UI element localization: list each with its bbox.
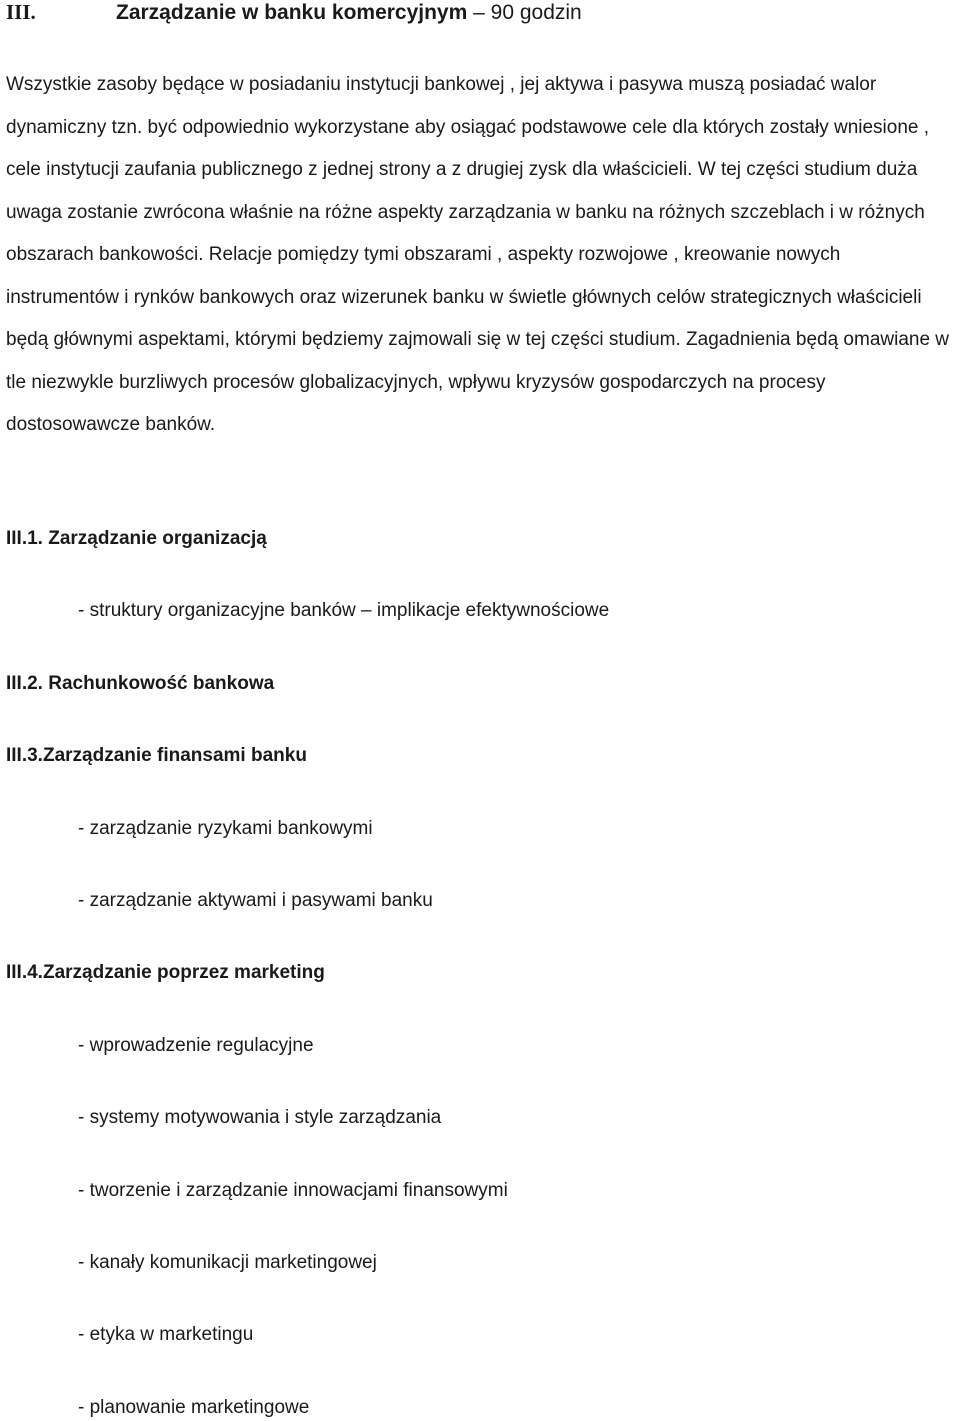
list-item: - etyka w marketingu xyxy=(78,1324,254,1345)
list-item: - systemy motywowania i style zarządzania xyxy=(78,1107,442,1128)
chapter-hours: – 90 godzin xyxy=(473,1,582,24)
chapter-title: Zarządzanie w banku komercyjnym xyxy=(116,1,468,24)
section-title-accounting: III.2. Rachunkowość bankowa xyxy=(6,673,275,694)
list-item: - zarządzanie aktywami i pasywami banku xyxy=(78,890,433,911)
chapter-number: III. xyxy=(6,0,36,24)
list-item: - struktury organizacyjne banków – implikacje efektywnościowe xyxy=(78,600,610,621)
list-item: - kanały komunikacji marketingowej xyxy=(78,1252,377,1273)
chapter-heading xyxy=(6,0,582,27)
intro-paragraph xyxy=(6,64,956,447)
section-title-organization: III.1. Zarządzanie organizacją xyxy=(6,528,267,549)
list-item: - tworzenie i zarządzanie innowacjami finansowymi xyxy=(78,1180,508,1201)
intro-part-2: W tej części studium duża uwaga zostanie zwrócona właśnie na różne aspekty zarządzania w banku na różnych szczeblach i w różnych obszarach bankowości. Relacje pomiędzy tymi obszarami , aspekty rozwojowe , kreowanie nowych instrumentów i rynków bankowych oraz wizerunek banku w świetle głównych celów strategicznych właścicieli będą głównymi aspektami, którymi będziemy zajmowali się w tej części studium. Zagadnienia będą omawiane w tle niezwykle burzliwych procesów globalizacyjnych, wpływu kryzysów gospodarczych na procesy dostosowawcze banków. xyxy=(6,159,950,435)
section-title-marketing: III.4.Zarządzanie poprzez marketing xyxy=(6,962,325,983)
intro-part-1: Wszystkie zasoby będące w posiadaniu instytucji bankowej , jej aktywa i pasywa muszą posiadać walor dynamiczny tzn. być odpowiednio wykorzystane aby osiągać podstawowe cele dla których zostały wniesione , cele instytucji zaufania publicznego z jednej strony a z drugiej zysk dla właścicieli. xyxy=(6,74,930,180)
list-item: - wprowadzenie regulacyjne xyxy=(78,1035,314,1056)
list-item: - planowanie marketingowe xyxy=(78,1397,310,1418)
list-item: - zarządzanie ryzykami bankowymi xyxy=(78,818,373,839)
section-title-finance: III.3.Zarządzanie finansami banku xyxy=(6,745,307,766)
